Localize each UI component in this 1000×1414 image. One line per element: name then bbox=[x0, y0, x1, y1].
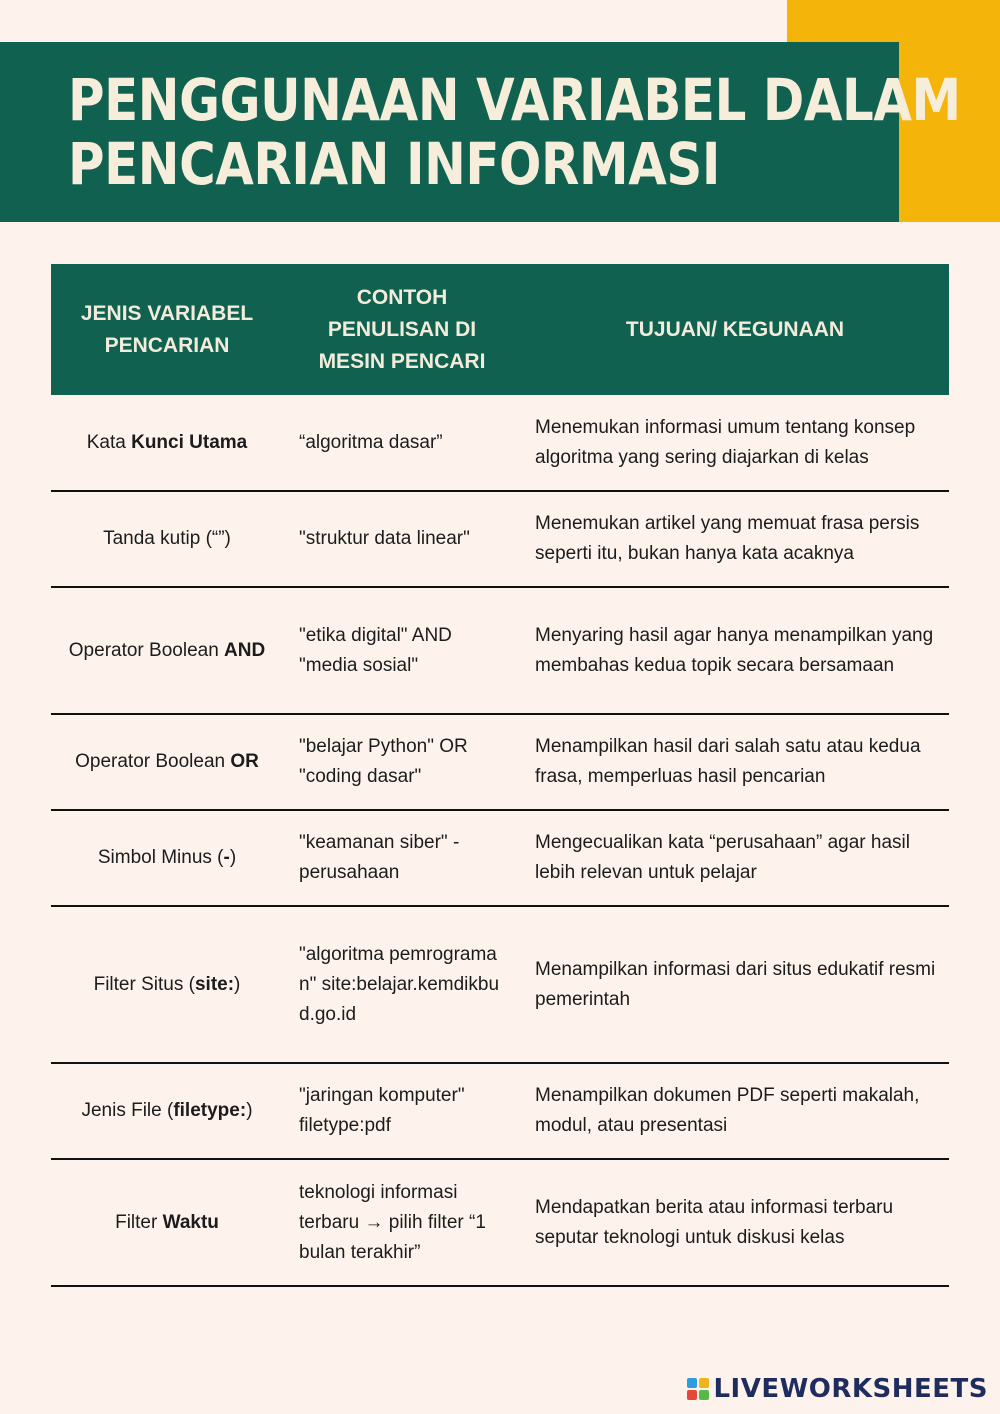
cell-type: Operator Boolean AND bbox=[51, 587, 283, 714]
cell-example: "etika digital" AND "media sosial" bbox=[283, 587, 521, 714]
cell-example: teknologi informasi terbaru → pilih filter “1 bulan terakhir” bbox=[283, 1159, 521, 1286]
table-header-row bbox=[51, 264, 949, 395]
cell-type: Jenis File (filetype:) bbox=[51, 1063, 283, 1159]
cell-example: “algoritma dasar” bbox=[283, 395, 521, 491]
cell-type: Filter Waktu bbox=[51, 1159, 283, 1286]
liveworksheets-logo[interactable] bbox=[687, 1374, 988, 1404]
cell-purpose: Menampilkan dokumen PDF seperti makalah, modul, atau presentasi bbox=[521, 1063, 949, 1159]
cell-type: Filter Situs (site:) bbox=[51, 906, 283, 1063]
cell-type: Tanda kutip (“”) bbox=[51, 491, 283, 587]
page-title-line-1: PENGGUNAAN VARIABEL DALAM bbox=[68, 66, 961, 134]
cell-purpose: Menampilkan informasi dari situs edukatif resmi pemerintah bbox=[521, 906, 949, 1063]
cell-purpose: Menampilkan hasil dari salah satu atau kedua frasa, memperluas hasil pencarian bbox=[521, 714, 949, 810]
cell-purpose: Menemukan informasi umum tentang konsep algoritma yang sering diajarkan di kelas bbox=[521, 395, 949, 491]
cell-purpose: Menyaring hasil agar hanya menampilkan yang membahas kedua topik secara bersamaan bbox=[521, 587, 949, 714]
cell-purpose: Menemukan artikel yang memuat frasa persis seperti itu, bukan hanya kata acaknya bbox=[521, 491, 949, 587]
table-row bbox=[51, 491, 949, 587]
table-row bbox=[51, 1063, 949, 1159]
logo-square-icon bbox=[687, 1390, 697, 1400]
logo-square-icon bbox=[699, 1378, 709, 1388]
table-row bbox=[51, 810, 949, 906]
liveworksheets-logo-icon bbox=[687, 1378, 709, 1400]
cell-type: Simbol Minus (-) bbox=[51, 810, 283, 906]
cell-example: "keamanan siber" - perusahaan bbox=[283, 810, 521, 906]
cell-example: "belajar Python" OR "coding dasar" bbox=[283, 714, 521, 810]
cell-type: Operator Boolean OR bbox=[51, 714, 283, 810]
cell-purpose: Mendapatkan berita atau informasi terbaru seputar teknologi untuk diskusi kelas bbox=[521, 1159, 949, 1286]
cell-example: "jaringan komputer" filetype:pdf bbox=[283, 1063, 521, 1159]
cell-example: "algoritma pemrograman" site:belajar.kemdikbud.go.id bbox=[283, 906, 521, 1063]
header-purpose: TUJUAN/ KEGUNAAN bbox=[625, 317, 845, 341]
brand-name: LIVEWORKSHEETS bbox=[713, 1374, 988, 1404]
table-row bbox=[51, 714, 949, 810]
table-row bbox=[51, 1159, 949, 1286]
table-row bbox=[51, 395, 949, 491]
logo-square-icon bbox=[699, 1390, 709, 1400]
table-row bbox=[51, 906, 949, 1063]
page-title-line-2: PENCARIAN INFORMASI bbox=[68, 130, 721, 198]
header-example: CONTOH PENULISAN DI MESIN PENCARI bbox=[318, 285, 486, 373]
header-type: JENIS VARIABEL PENCARIAN bbox=[80, 301, 254, 357]
cell-purpose: Mengecualikan kata “perusahaan” agar hasil lebih relevan untuk pelajar bbox=[521, 810, 949, 906]
logo-square-icon bbox=[687, 1378, 697, 1388]
table-row bbox=[51, 587, 949, 714]
cell-example: "struktur data linear" bbox=[283, 491, 521, 587]
cell-type: Kata Kunci Utama bbox=[51, 395, 283, 491]
search-variables-table bbox=[51, 264, 949, 1287]
